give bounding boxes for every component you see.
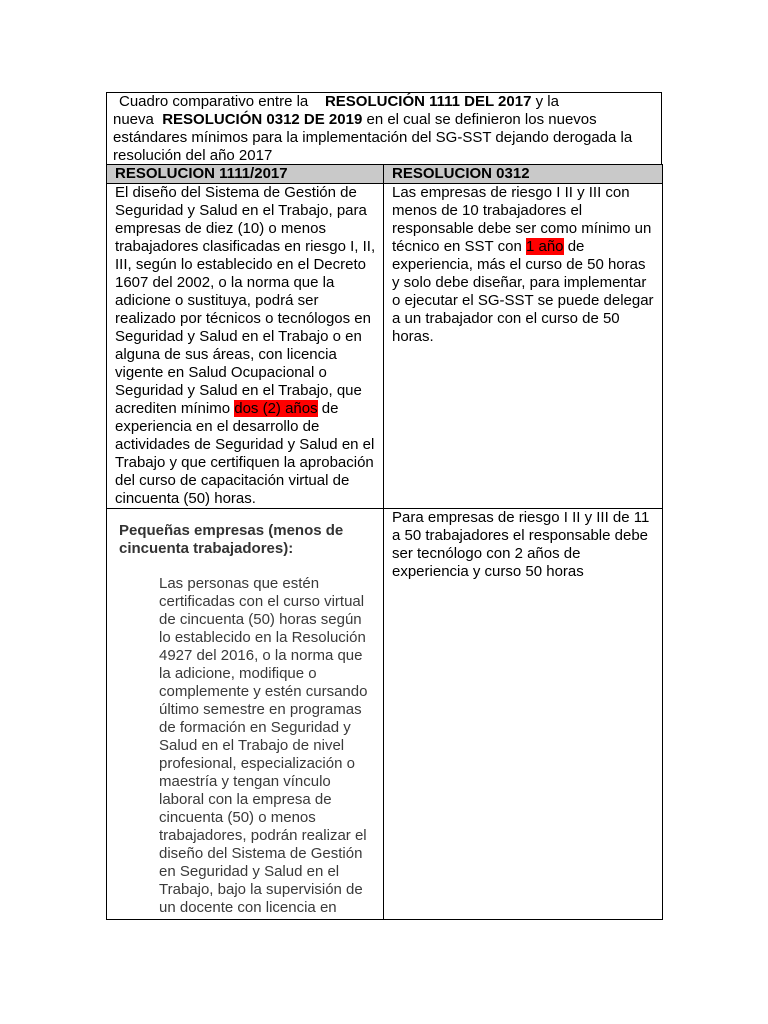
table-header-row [107,165,663,184]
header-resolucion-1111: RESOLUCION 1111/2017 [107,165,384,184]
table-row [107,509,663,920]
title-line-1 [113,93,653,111]
title-description: en el cual se definieron los nuevos estándares mínimos para la implementación del SG-SST dejando derogada la resolución del año 2017 [113,111,633,164]
document-title-box [106,92,662,164]
title-resolution-0312: RESOLUCIÓN 0312 DE 2019 [162,111,363,128]
comparison-table [106,164,663,920]
cell-text: Las empresas de riesgo I II y III con menos de 10 trabajadores el responsable debe ser como mínimo un técnico en SST con [392,184,652,255]
cell-0312-small-companies [384,184,663,509]
highlight-one-year: 1 año [525,238,564,255]
table-row [107,184,663,509]
title-connector: y la [535,93,559,110]
cell-1111-small-companies [107,184,384,509]
title-intro: Cuadro comparativo entre la [119,93,309,110]
cell-1111-medium-companies [107,509,384,920]
small-companies-heading: Pequeñas empresas (menos de cincuenta trabajadores): [119,522,344,557]
title-nueva: nueva [113,111,154,128]
cell-text: El diseño del Sistema de Gestión de Seguridad y Salud en el Trabajo, para empresas de diez (10) o menos trabajadores clasificadas en riesgo I, II, III, según lo establecido en el Decreto 1607 del 2002, o la norma que la adicione o sustituya, podrá ser realizado por técnicos o tecnólogos en Seguridad y Salud en el Trabajo o en alguna de sus áreas, con licencia vigente en Salud Ocupacional o Seguridad y Salud en el Trabajo, que acrediten mínimo [115,184,376,417]
title-resolution-1111: RESOLUCIÓN 1111 DEL 2017 [324,93,532,110]
small-companies-body: Las personas que estén certificadas con el curso virtual de cincuenta (50) horas según lo establecido en la Resolución 4927 del 2016, o la norma que la adicione, modifique o complemente y estén cursando último semestre en programas de formación en Seguridad y Salud en el Trabajo de nivel profesional, especialización o maestría y tengan vínculo laboral con la empresa de cincuenta (50) o menos trabajadores, podrán realizar el diseño del Sistema de Gestión en Seguridad y Salud en el Trabajo, bajo la supervisión de un docente con licencia en [159,575,368,916]
cell-text: Para empresas de riesgo I II y III de 11 a 50 trabajadores el responsable debe ser tecnólogo con 2 años de experiencia y curso 50 horas [392,509,650,580]
title-line-rest [113,111,653,165]
cell-text: de experiencia en el desarrollo de actividades de Seguridad y Salud en el Trabajo y que certifiquen la aprobación del curso de capacitación virtual de cincuenta (50) horas. [115,400,375,507]
header-resolucion-0312: RESOLUCION 0312 [384,165,663,184]
cell-0312-medium-companies [384,509,663,920]
highlight-two-years: dos (2) años [234,400,318,417]
cell-text: de experiencia, más el curso de 50 horas y solo debe diseñar, para implementar o ejecutar el SG-SST se puede delegar a un trabajador con el curso de 50 horas. [392,238,654,345]
